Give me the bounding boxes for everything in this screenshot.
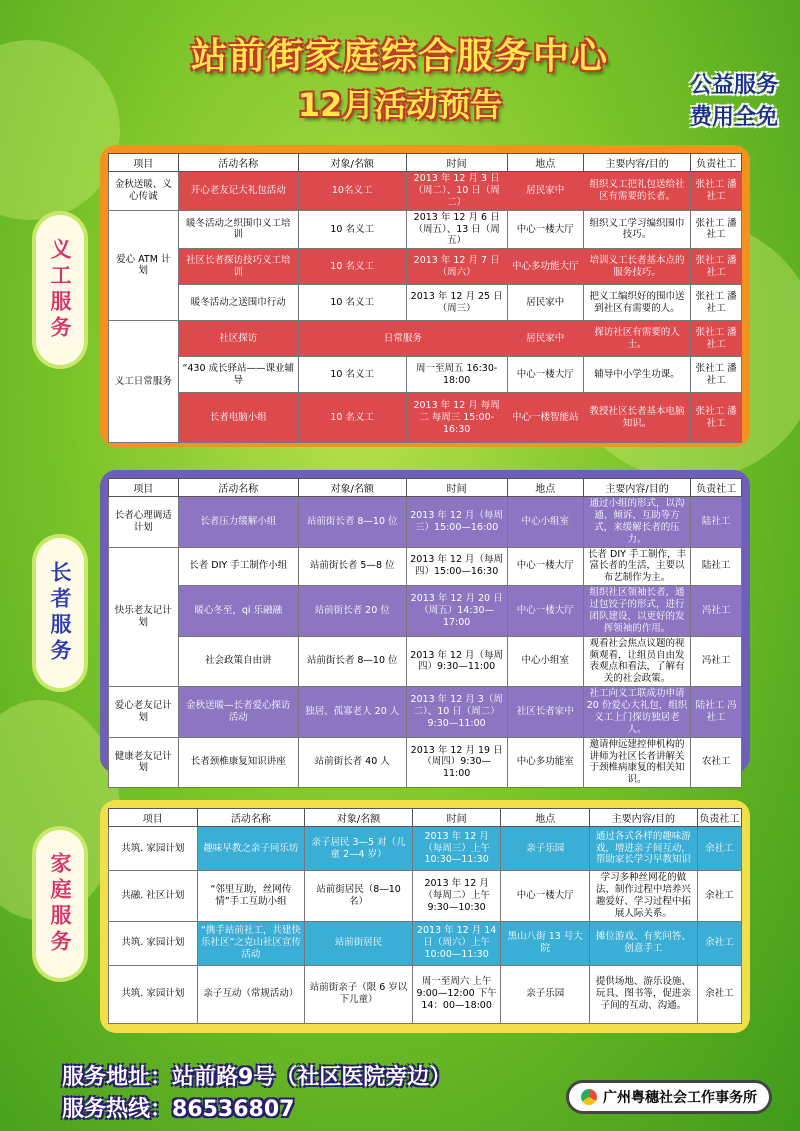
table-header-row: [109, 154, 742, 172]
activity-name-cell: 暖冬活动之织围巾义工培训: [178, 210, 298, 249]
org-logo-icon: [581, 1089, 597, 1105]
column-header: 项目: [109, 154, 179, 172]
worker-cell: 张社工 潘社工: [691, 285, 742, 321]
column-header: 对象/名额: [305, 809, 413, 827]
time-cell: 周一至周六 上午 9:00—12:00 下午 14：00—18:00: [412, 965, 501, 1023]
place-cell: 中心小组室: [507, 497, 583, 548]
content-cell: 把义工编织好的围巾送到社区有需要的人。: [583, 285, 691, 321]
org-name: 广州粤穗社会工作事务所: [603, 1090, 757, 1106]
column-header: 时间: [406, 154, 507, 172]
column-header: 时间: [412, 809, 501, 827]
table-row: [109, 172, 742, 211]
project-cell: 长者心理调适计划: [109, 497, 179, 548]
worker-cell: 张社工 潘社工: [691, 172, 742, 211]
target-cell: 10 名义工: [298, 285, 406, 321]
time-cell: 2013 年 12 月 6 日（周五）、13 日（周五）: [406, 210, 507, 249]
activity-name-cell: 亲子互动（常规活动）: [197, 965, 305, 1023]
column-header: 活动名称: [178, 154, 298, 172]
project-cell: 爱心 ATM 计划: [109, 210, 179, 321]
activity-name-cell: 暖心冬至，qi 乐融融: [178, 586, 298, 637]
worker-cell: 余社工: [697, 921, 741, 965]
project-cell: 共筑. 家园计划: [109, 921, 198, 965]
worker-cell: 冯社工: [691, 586, 742, 637]
volunteer-table: [108, 153, 742, 443]
column-header: 主要内容/目的: [583, 479, 691, 497]
table-row: [109, 249, 742, 285]
elderly-panel: [100, 470, 750, 786]
content-cell: 组织义工把礼包送给社区有需要的长者。: [583, 172, 691, 211]
time-cell: 2013 年 12 月（每周二）上午 9:30—10:30: [412, 871, 501, 922]
worker-cell: 余社工: [697, 827, 741, 871]
target-cell: 站前街长者 40 人: [298, 737, 406, 788]
column-header: 主要内容/目的: [590, 809, 698, 827]
content-cell: 培训义工长者基本点的服务技巧。: [583, 249, 691, 285]
content-cell: 学习多种丝网花的做法、制作过程中培养兴趣爱好、学习过程中拓展人际关系。: [590, 871, 698, 922]
time-cell: 2013 年 12 月 3 日（周二）、10 日（周二）: [406, 172, 507, 211]
target-cell: 10名义工: [298, 172, 406, 211]
page-title: 站前街家庭综合服务中心: [190, 36, 609, 77]
place-cell: 中心一楼大厅: [501, 871, 590, 922]
org-badge: [566, 1080, 772, 1114]
activity-name-cell: 社会政策自由讲: [178, 636, 298, 687]
column-header: 对象/名额: [298, 479, 406, 497]
column-header: 负责社工: [697, 809, 741, 827]
project-cell: 共筑. 家园计划: [109, 965, 198, 1023]
activity-name-cell: “430 成长驿站——课业辅导: [178, 357, 298, 393]
volunteer-panel: [100, 145, 750, 447]
target-cell: 10 名义工: [298, 249, 406, 285]
table-header-row: [109, 479, 742, 497]
activity-name-cell: 暖冬活动之送围巾行动: [178, 285, 298, 321]
page-subtitle: 12月活动预告: [297, 86, 503, 124]
column-header: 活动名称: [197, 809, 305, 827]
worker-cell: 张社工 潘社工: [691, 321, 742, 357]
elderly-table: [108, 478, 742, 788]
time-cell: 2013 年 12 月 7 日（周六）: [406, 249, 507, 285]
content-cell: 组织义工学习编织围巾技巧。: [583, 210, 691, 249]
content-cell: 通过小组的形式，以沟通、倾诉、互助等方式，来缓解长者的压力。: [583, 497, 691, 548]
target-cell: 10 名义工: [298, 357, 406, 393]
project-cell: 共筑. 家园计划: [109, 827, 198, 871]
target-cell: 亲子居民 3—5 对（儿童 2—4 岁）: [305, 827, 413, 871]
place-cell: 社区长者家中: [507, 687, 583, 738]
place-cell: 中心一楼大厅: [507, 357, 583, 393]
worker-cell: 陆社工 冯社工: [691, 687, 742, 738]
worker-cell: 张社工 潘社工: [691, 249, 742, 285]
table-row: [109, 827, 742, 871]
target-cell: 10 名义工: [298, 393, 406, 443]
project-cell: 快乐老友记计划: [109, 547, 179, 687]
target-cell: 站前街长者 8—10 位: [298, 497, 406, 548]
time-cell: 2013 年 12 月（每周四）15:00—16:30: [406, 547, 507, 586]
place-cell: 中心一楼智能站: [507, 393, 583, 443]
content-cell: 邀请伸远建控伸机构的讲师为社区长者讲解关于颈椎病康复的相关知识。: [583, 737, 691, 788]
content-cell: 辅导中小学生功课。: [583, 357, 691, 393]
time-cell: 周一至周五 16:30-18:00: [406, 357, 507, 393]
content-cell: 探访社区有需要的人士。: [583, 321, 691, 357]
table-header-row: [109, 809, 742, 827]
column-header: 项目: [109, 809, 198, 827]
worker-cell: 陆社工: [691, 497, 742, 548]
project-cell: 金秋送暖、义心传诚: [109, 172, 179, 211]
table-row: [109, 687, 742, 738]
table-row: [109, 357, 742, 393]
project-cell: 爱心老友记计划: [109, 687, 179, 738]
place-cell: 中心一楼大厅: [507, 547, 583, 586]
tab-volunteer-service: 义工服务: [36, 215, 84, 365]
content-cell: 教授社区长者基本电脑知识。: [583, 393, 691, 443]
activity-name-cell: 长者电脑小组: [178, 393, 298, 443]
table-row: [109, 497, 742, 548]
table-row: [109, 921, 742, 965]
column-header: 负责社工: [691, 154, 742, 172]
activity-name-cell: 趣味早教之亲子同乐坊: [197, 827, 305, 871]
tab-elderly-service: 长者服务: [36, 538, 84, 688]
place-cell: 亲子乐园: [501, 827, 590, 871]
activity-name-cell: 长者 DIY 手工制作小组: [178, 547, 298, 586]
table-row: [109, 586, 742, 637]
target-cell: 站前街居民（8—10 名）: [305, 871, 413, 922]
activity-name-cell: 社区长者探访技巧义工培训: [178, 249, 298, 285]
worker-cell: 陆社工: [691, 547, 742, 586]
activity-name-cell: 长者颈椎康复知识讲座: [178, 737, 298, 788]
target-cell: 站前街长者 8—10 位: [298, 636, 406, 687]
table-row: [109, 321, 742, 357]
content-cell: 观看社会焦点议题的视频观看，让组员自由发表观点和看法，了解有关的社会政策。: [583, 636, 691, 687]
content-cell: 组织社区领袖长者，通过包饺子的形式，进行团队建设，以更好的发挥领袖的作用。: [583, 586, 691, 637]
content-cell: 社工向义工联成功申请 20 份爱心大礼包，组织义工上门探访独居老人。: [583, 687, 691, 738]
place-cell: 居民家中: [507, 285, 583, 321]
worker-cell: 张社工 潘社工: [691, 393, 742, 443]
activity-name-cell: 开心老友记大礼包活动: [178, 172, 298, 211]
time-cell: 2013 年 12 月 每周二 每周三 15:00-16:30: [406, 393, 507, 443]
time-cell: 2013 年 12 月 25 日（周三）: [406, 285, 507, 321]
project-cell: 共融. 社区计划: [109, 871, 198, 922]
activity-name-cell: 长者压力缓解小组: [178, 497, 298, 548]
project-cell: 健康老友记计划: [109, 737, 179, 788]
activity-name-cell: “邻里互助，丝网传情”手工互助小组: [197, 871, 305, 922]
activity-name-cell: “携手站前社工，共建快乐社区”之克山社区宣传活动: [197, 921, 305, 965]
time-cell: 2013 年 12 月（每周三）15:00—16:00: [406, 497, 507, 548]
place-cell: 居民家中: [507, 321, 583, 357]
time-cell: 日常服务: [298, 321, 507, 357]
activity-name-cell: 金秋送暖—长者爱心探访活动: [178, 687, 298, 738]
column-header: 时间: [406, 479, 507, 497]
place-cell: 中心多功能大厅: [507, 249, 583, 285]
time-cell: 2013 年 12 月 19 日（周四）9:30—11:00: [406, 737, 507, 788]
content-cell: 提供场地、游乐设施、玩具、图书等，促进亲子间的互动、沟通。: [590, 965, 698, 1023]
content-cell: 摊位游戏、有奖问答、创意手工: [590, 921, 698, 965]
time-cell: 2013 年 12 月 3（周二）、10 日（周二）9:30—11:00: [406, 687, 507, 738]
activity-name-cell: 社区探访: [178, 321, 298, 357]
table-row: [109, 636, 742, 687]
worker-cell: 张社工 潘社工: [691, 210, 742, 249]
column-header: 项目: [109, 479, 179, 497]
table-row: [109, 547, 742, 586]
column-header: 地点: [501, 809, 590, 827]
column-header: 活动名称: [178, 479, 298, 497]
target-cell: 独居、孤寡老人 20 人: [298, 687, 406, 738]
table-row: [109, 393, 742, 443]
slogan-public-service: 公益服务: [689, 73, 778, 98]
content-cell: 长者 DIY 手工制作，丰富长者的生活，主要以布艺制作为主。: [583, 547, 691, 586]
column-header: 主要内容/目的: [583, 154, 691, 172]
place-cell: 中心一楼大厅: [507, 210, 583, 249]
time-cell: 2013 年 12 月（每周四）9:30—11:00: [406, 636, 507, 687]
table-row: [109, 871, 742, 922]
worker-cell: 余社工: [697, 965, 741, 1023]
worker-cell: 余社工: [697, 871, 741, 922]
table-row: [109, 965, 742, 1023]
place-cell: 黑山八街 13 号大院: [501, 921, 590, 965]
service-address: 服务地址：站前路9号（社区医院旁边）: [62, 1065, 452, 1090]
column-header: 负责社工: [691, 479, 742, 497]
family-table: [108, 808, 742, 1024]
worker-cell: 冯社工: [691, 636, 742, 687]
table-row: [109, 285, 742, 321]
project-cell: 义工日常服务: [109, 321, 179, 443]
place-cell: 中心一楼大厅: [507, 586, 583, 637]
column-header: 地点: [507, 154, 583, 172]
target-cell: 站前街长者 20 位: [298, 586, 406, 637]
worker-cell: 张社工 潘社工: [691, 357, 742, 393]
table-row: [109, 737, 742, 788]
tab-family-service: 家庭服务: [36, 830, 84, 978]
place-cell: 中心多功能室: [507, 737, 583, 788]
place-cell: 中心小组室: [507, 636, 583, 687]
column-header: 地点: [507, 479, 583, 497]
time-cell: 2013 年 12 月（每周三）上午 10:30—11:30: [412, 827, 501, 871]
column-header: 对象/名额: [298, 154, 406, 172]
service-hotline: 服务热线：86536807: [62, 1097, 295, 1122]
target-cell: 站前街长者 5—8 位: [298, 547, 406, 586]
target-cell: 站前街亲子（限 6 岁以下儿童）: [305, 965, 413, 1023]
family-panel: [100, 800, 750, 1033]
content-cell: 通过各式各样的趣味游戏，增进亲子间互动，帮助家长学习早教知识: [590, 827, 698, 871]
place-cell: 亲子乐园: [501, 965, 590, 1023]
time-cell: 2013 年 12 月 14 日（周六）上午 10:00—11:30: [412, 921, 501, 965]
table-row: [109, 210, 742, 249]
time-cell: 2013 年 12 月 20 日（周五）14:30—17:00: [406, 586, 507, 637]
target-cell: 10 名义工: [298, 210, 406, 249]
target-cell: 站前街居民: [305, 921, 413, 965]
worker-cell: 农社工: [691, 737, 742, 788]
slogan-free: 费用全免: [689, 105, 778, 130]
place-cell: 居民家中: [507, 172, 583, 211]
